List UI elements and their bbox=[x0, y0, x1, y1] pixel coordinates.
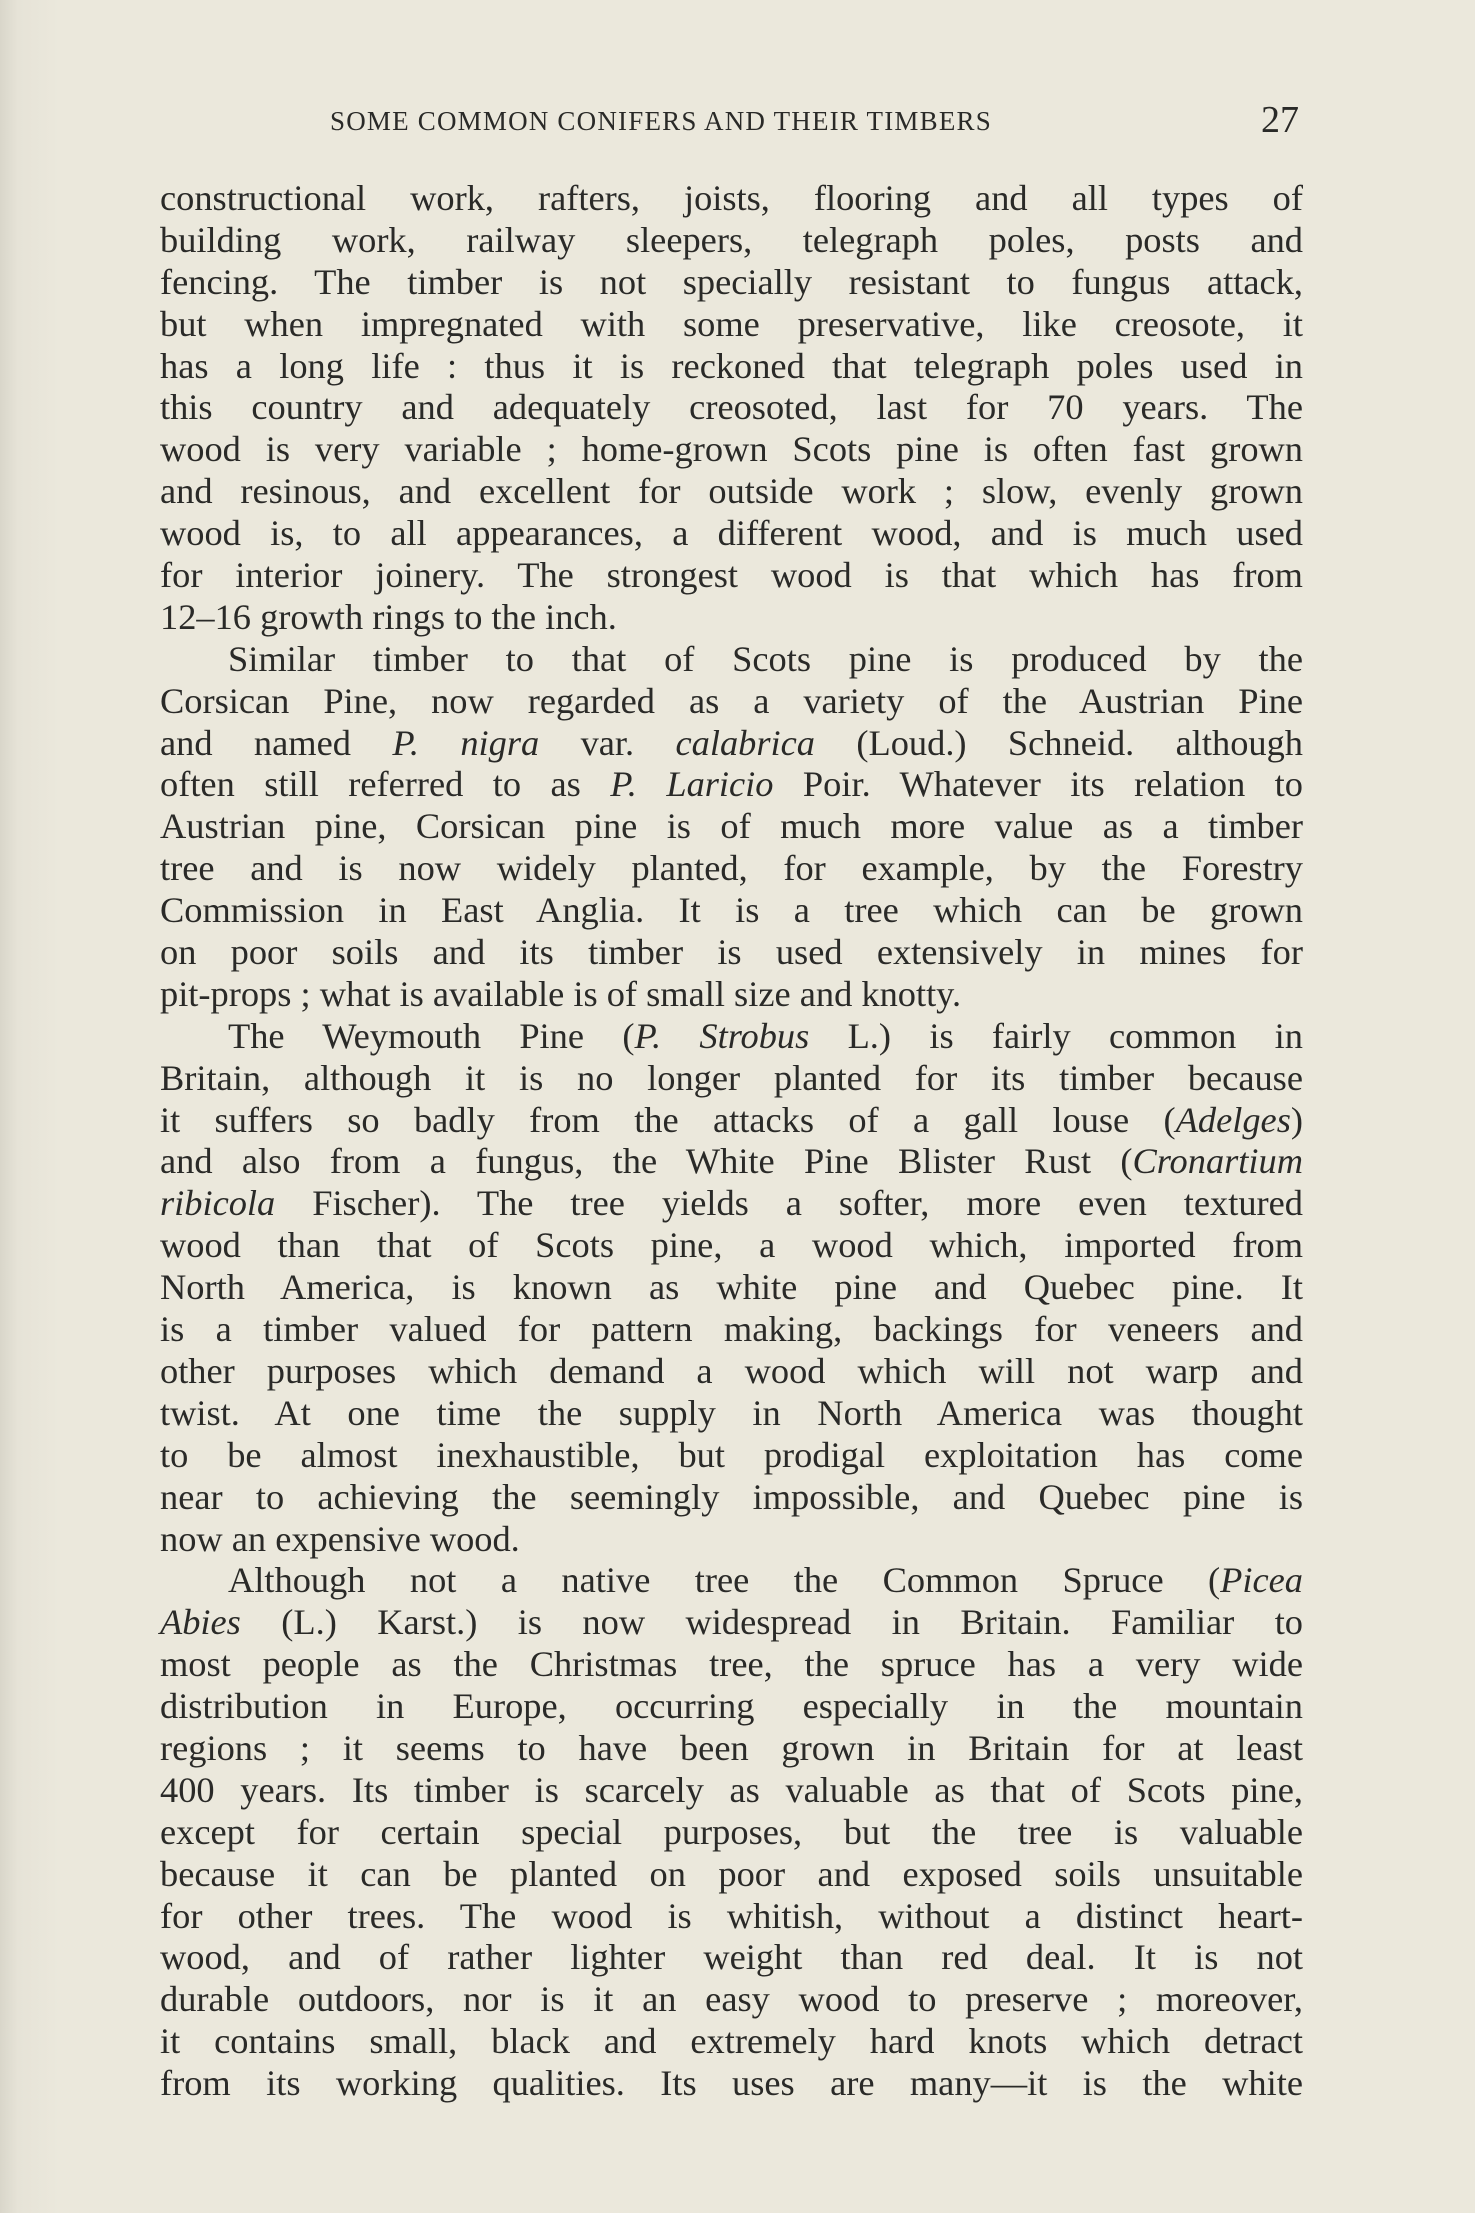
text-segment: (L.) Karst.) is now widespread in Britain. Familiar to bbox=[240, 1602, 1303, 1643]
text-line bbox=[160, 262, 1303, 304]
text-line bbox=[160, 304, 1303, 346]
text-segment: Britain, although it is no longer planted for its timber because bbox=[160, 1057, 1303, 1098]
text-line bbox=[160, 639, 1303, 681]
text-segment: Although not a native tree the Common Spruce ( bbox=[228, 1560, 1221, 1601]
text-line bbox=[160, 1644, 1303, 1686]
text-line bbox=[160, 178, 1303, 220]
text-segment: has a long life : thus it is reckoned that telegraph poles used in bbox=[160, 345, 1303, 386]
text-line bbox=[160, 2021, 1303, 2063]
text-line bbox=[160, 1225, 1303, 1267]
text-segment: wood is very variable ; home-grown Scots pine is often fast grown bbox=[160, 429, 1303, 470]
text-segment: North America, is known as white pine and Quebec pine. It bbox=[160, 1267, 1303, 1308]
text-segment: ) bbox=[1290, 1099, 1303, 1140]
text-segment: for other trees. The wood is whitish, without a distinct heart- bbox=[160, 1895, 1303, 1936]
text-segment: from its working qualities. Its uses are many—it is the white bbox=[160, 2063, 1303, 2104]
text-line bbox=[160, 387, 1303, 429]
text-segment: Poir. Whatever its relation to bbox=[773, 764, 1303, 805]
text-line bbox=[160, 346, 1303, 388]
running-head: SOME COMMON CONIFERS AND THEIR TIMBERS bbox=[330, 106, 992, 136]
text-line bbox=[160, 974, 1303, 1016]
text-line bbox=[160, 806, 1303, 848]
text-segment: and named bbox=[160, 722, 393, 763]
text-segment: var. bbox=[539, 722, 676, 763]
italic-text: calabrica bbox=[675, 722, 815, 763]
italic-text: P. Strobus bbox=[634, 1015, 810, 1056]
text-segment: often still referred to as bbox=[160, 764, 611, 805]
text-segment: because it can be planted on poor and exposed soils unsuitable bbox=[160, 1853, 1303, 1894]
text-segment: near to achieving the seemingly impossible, and Quebec pine is bbox=[160, 1476, 1303, 1517]
text-segment: wood is, to all appearances, a different wood, and is much used bbox=[160, 513, 1303, 554]
text-segment: for interior joinery. The strongest wood is that which has from bbox=[160, 555, 1303, 596]
text-line bbox=[160, 1560, 1303, 1602]
text-line bbox=[160, 932, 1303, 974]
text-segment: Similar timber to that of Scots pine is produced by the bbox=[228, 638, 1303, 679]
body-text bbox=[160, 178, 1303, 2105]
text-line bbox=[160, 1393, 1303, 1435]
text-line bbox=[160, 1896, 1303, 1938]
text-segment: but when impregnated with some preservative, like creosote, it bbox=[160, 303, 1303, 344]
text-segment: pit-props ; what is available is of small size and knotty. bbox=[160, 973, 962, 1014]
text-line bbox=[160, 1979, 1303, 2021]
italic-text: Picea bbox=[1220, 1560, 1303, 1601]
text-line bbox=[160, 2063, 1303, 2105]
italic-text: Abies bbox=[160, 1602, 241, 1643]
text-segment: 400 years. Its timber is scarcely as valuable as that of Scots pine, bbox=[160, 1769, 1303, 1810]
text-line bbox=[160, 1435, 1303, 1477]
text-segment: now an expensive wood. bbox=[160, 1518, 520, 1559]
text-segment: twist. At one time the supply in North America was thought bbox=[160, 1392, 1303, 1433]
page-header bbox=[162, 100, 1305, 144]
text-segment: Commission in East Anglia. It is a tree which can be grown bbox=[160, 890, 1303, 931]
text-segment: it contains small, black and extremely hard knots which detract bbox=[160, 2021, 1303, 2062]
text-line bbox=[160, 1016, 1303, 1058]
text-line bbox=[160, 1602, 1303, 1644]
page-number: 27 bbox=[1261, 99, 1299, 141]
text-segment: durable outdoors, nor is it an easy wood to preserve ; moreover, bbox=[160, 1979, 1303, 2020]
text-line bbox=[160, 723, 1303, 765]
text-segment: wood, and of rather lighter weight than red deal. It is not bbox=[160, 1937, 1303, 1978]
text-line bbox=[160, 1267, 1303, 1309]
text-line bbox=[160, 513, 1303, 555]
text-segment: The Weymouth Pine ( bbox=[228, 1015, 635, 1056]
text-line bbox=[160, 1686, 1303, 1728]
text-segment: to be almost inexhaustible, but prodigal exploitation has come bbox=[160, 1434, 1303, 1475]
text-segment: (Loud.) Schneid. although bbox=[815, 722, 1303, 763]
text-segment: L.) is fairly common in bbox=[809, 1015, 1303, 1056]
text-line bbox=[160, 1728, 1303, 1770]
text-line bbox=[160, 1309, 1303, 1351]
text-segment: and also from a fungus, the White Pine Blister Rust ( bbox=[160, 1141, 1133, 1182]
text-segment: this country and adequately creosoted, last for 70 years. The bbox=[160, 387, 1303, 428]
italic-text: ribicola bbox=[160, 1183, 276, 1224]
text-line bbox=[160, 1812, 1303, 1854]
italic-text: P. Laricio bbox=[610, 764, 774, 805]
text-line bbox=[160, 1141, 1303, 1183]
text-line bbox=[160, 220, 1303, 262]
text-segment: except for certain special purposes, but the tree is valuable bbox=[160, 1811, 1303, 1852]
italic-text: P. nigra bbox=[392, 722, 540, 763]
text-segment: on poor soils and its timber is used extensively in mines for bbox=[160, 932, 1303, 973]
text-line bbox=[160, 1100, 1303, 1142]
text-line bbox=[160, 1183, 1303, 1225]
text-line bbox=[160, 429, 1303, 471]
text-line bbox=[160, 848, 1303, 890]
italic-text: Adelges bbox=[1175, 1099, 1291, 1140]
text-line bbox=[160, 1854, 1303, 1896]
text-line bbox=[160, 1770, 1303, 1812]
text-segment: Fischer). The tree yields a softer, more even textured bbox=[275, 1183, 1303, 1224]
text-segment: is a timber valued for pattern making, backings for veneers and bbox=[160, 1309, 1303, 1350]
text-line bbox=[160, 471, 1303, 513]
text-segment: tree and is now widely planted, for example, by the Forestry bbox=[160, 848, 1303, 889]
text-segment: it suffers so badly from the attacks of a gall louse ( bbox=[160, 1099, 1176, 1140]
text-segment: Corsican Pine, now regarded as a variety of the Austrian Pine bbox=[160, 680, 1303, 721]
text-segment: wood than that of Scots pine, a wood which, imported from bbox=[160, 1225, 1303, 1266]
text-line bbox=[160, 764, 1303, 806]
text-line bbox=[160, 1477, 1303, 1519]
text-line bbox=[160, 555, 1303, 597]
text-segment: and resinous, and excellent for outside work ; slow, evenly grown bbox=[160, 471, 1303, 512]
text-segment: 12–16 growth rings to the inch. bbox=[160, 596, 617, 637]
text-line bbox=[160, 1351, 1303, 1393]
italic-text: Cronartium bbox=[1132, 1141, 1303, 1182]
text-line bbox=[160, 1519, 1303, 1561]
text-segment: fencing. The timber is not specially resistant to fungus attack, bbox=[160, 261, 1303, 302]
text-segment: building work, railway sleepers, telegraph poles, posts and bbox=[160, 219, 1303, 260]
text-line bbox=[160, 1937, 1303, 1979]
text-segment: distribution in Europe, occurring especially in the mountain bbox=[160, 1686, 1303, 1727]
text-segment: other purposes which demand a wood which will not warp and bbox=[160, 1350, 1303, 1391]
text-segment: most people as the Christmas tree, the spruce has a very wide bbox=[160, 1644, 1303, 1685]
text-segment: Austrian pine, Corsican pine is of much more value as a timber bbox=[160, 806, 1303, 847]
text-line bbox=[160, 681, 1303, 723]
text-segment: constructional work, rafters, joists, flooring and all types of bbox=[160, 178, 1303, 218]
text-line bbox=[160, 1058, 1303, 1100]
text-segment: regions ; it seems to have been grown in Britain for at least bbox=[160, 1727, 1303, 1768]
text-line bbox=[160, 597, 1303, 639]
text-line bbox=[160, 890, 1303, 932]
